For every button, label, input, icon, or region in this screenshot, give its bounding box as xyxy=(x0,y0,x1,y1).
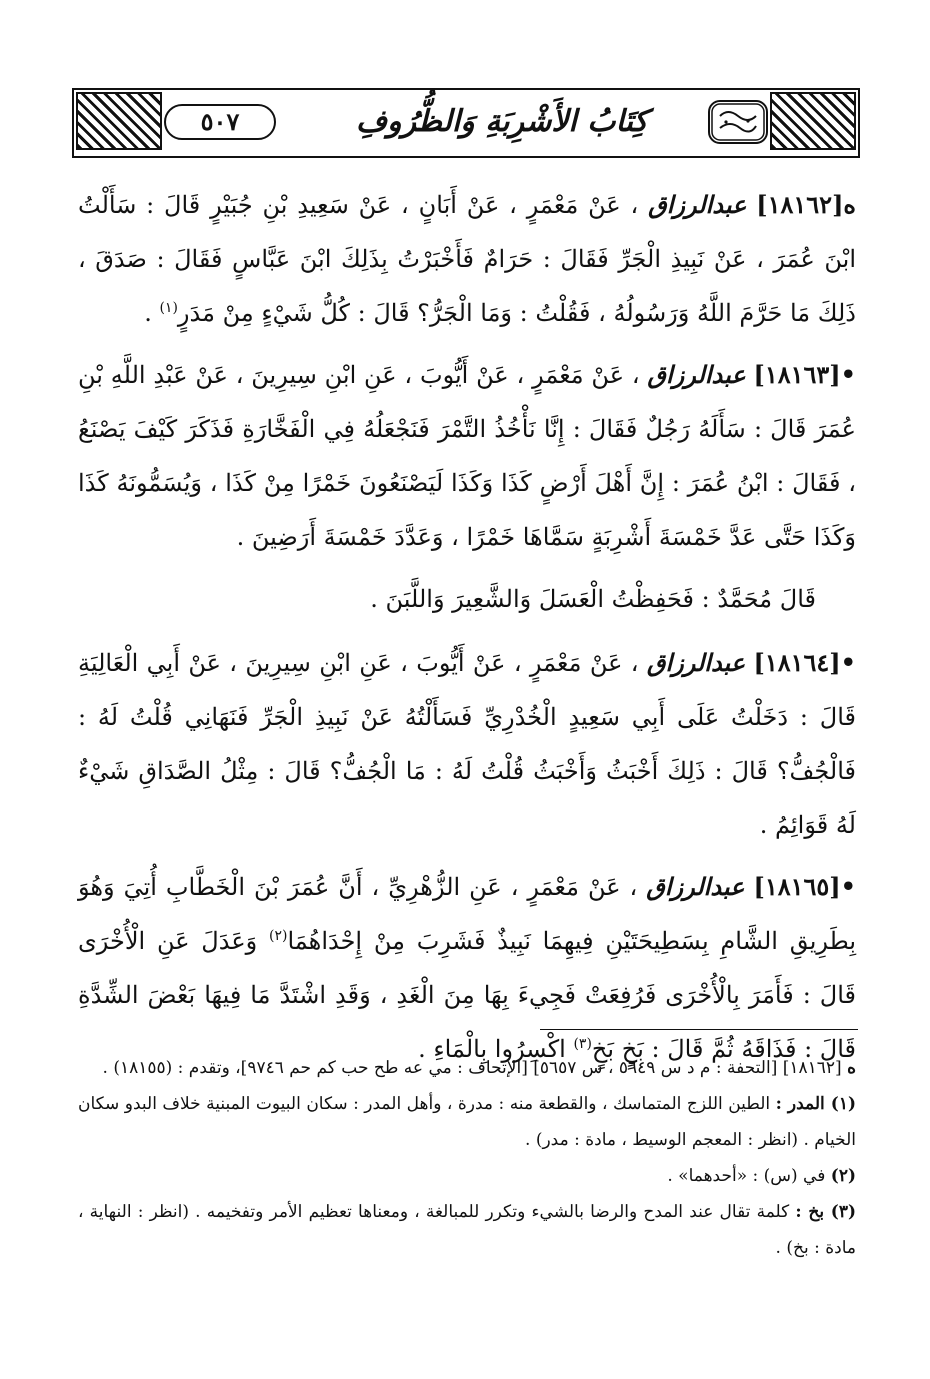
tahqiq-mark: ه xyxy=(847,1058,856,1078)
footnote-ref: (٣) xyxy=(573,1036,592,1052)
hadith-18162 xyxy=(78,178,856,340)
footnote-tag: (١) المدر : xyxy=(775,1094,856,1114)
footnote-3 xyxy=(78,1194,856,1266)
footnote-divider xyxy=(540,1029,858,1030)
hadith-number: [١٨١٦٢] xyxy=(756,190,844,219)
ornament-right-icon xyxy=(770,92,856,150)
page-header xyxy=(72,88,860,158)
hadith-text: ، عَنْ مَعْمَرٍ ، عَنْ أَيُّوبَ ، عَنِ ابْنِ سِيرِينَ ، عَنْ عَبْدِ اللَّهِ بْنِ عُمَرَ قَالَ : سَأَلَهُ رَجُلٌ فَقَالَ : إِنَّا نَأْخُذُ التَّمْرَ فَنَجْعَلُهُ فِي الْفَخَّارَةِ فَذَكَرَ كَيْفَ يَصْنَعُ ، فَقَالَ : ابْنُ عُمَرَ : إِنَّ أَهْلَ أَرْضٍ كَذَا وَكَذَا لَيَصْنَعُونَ خَمْرًا مِنْ كَذَا ، وَيُسَمُّونَهُ كَذَا وَكَذَا حَتَّى عَدَّ خَمْسَةَ أَشْرِبَةٍ سَمَّاهَا خَمْرًا ، وَعَدَّدَ خَمْسَةَ أَرَضِينَ . xyxy=(78,361,856,551)
footnote-text: كلمة تقال عند المدح والرضا بالشيء وتكرر للمبالغة ، ومعناها تعظيم الأمر وتفخيمه . (انظر : النهاية ، مادة : بخ) . xyxy=(78,1202,856,1258)
tahqiq-note xyxy=(78,1050,856,1086)
hadith-18163 xyxy=(78,348,856,564)
footnote-text: في (س) : «أحدهما» . xyxy=(667,1166,831,1186)
page-number: ٥٠٧ xyxy=(164,104,276,140)
footnote-ref: (١) xyxy=(159,300,178,316)
hadith-text: ، عَنْ مَعْمَرٍ ، عَنْ أَبَانٍ ، عَنْ سَعِيدِ بْنِ جُبَيْرٍ قَالَ : سَأَلْتُ ابْنَ عُمَرَ ، عَنْ نَبِيذِ الْجَرِّ فَقَالَ : حَرَامٌ فَأَخْبَرْتُ بِذَلِكَ ابْنَ عَبَّاسٍ فَقَالَ : صَدَقَ ، ذَلِكَ مَا حَرَّمَ اللَّهُ وَرَسُولُهُ ، فَقُلْتُ : وَمَا الْجَرُّ؟ قَالَ : كُلُّ شَيْءٍ مِنْ مَدَرٍ xyxy=(78,191,856,327)
main-text xyxy=(78,178,856,1084)
hadith-mark: • xyxy=(840,648,856,677)
hadith-18165 xyxy=(78,860,856,1076)
hadith-text: ، عَنْ مَعْمَرٍ ، عَنِ الزُّهْرِيِّ ، أَنَّ عُمَرَ بْنَ الْخَطَّابِ أُتِيَ وَهُوَ بِطَرِيقِ الشَّامِ بِسَطِيحَتَيْنِ فِيهِمَا نَبِيذٌ فَشَرِبَ مِنْ إِحْدَاهُمَا xyxy=(78,873,857,955)
ornament-left-icon xyxy=(76,92,162,150)
narrator-name: عبدالرزاق xyxy=(646,872,745,901)
hadith-18164 xyxy=(78,636,856,852)
hadith-text: ، عَنْ مَعْمَرٍ ، عَنْ أَيُّوبَ ، عَنِ ابْنِ سِيرِينَ ، عَنْ أَبِي الْعَالِيَةِ قَالَ : دَخَلْتُ عَلَى أَبِي سَعِيدٍ الْخُدْرِيِّ فَسَأَلْتُهُ عَنْ نَبِيذِ الْجَرِّ فَنَهَانِي قُلْتُ لَهُ : فَالْجُفُّ؟ قَالَ : ذَلِكَ أَخْبَثُ وَأَخْبَثُ قُلْتُ لَهُ : مَا الْجُفُّ؟ قَالَ : مِثْلُ الصَّدَاقِ شَيْءٌ لَهُ قَوَائِمُ . xyxy=(78,649,856,839)
hadith-mark: ه xyxy=(843,190,856,219)
footnote-text: الطين اللزج المتماسك ، والقطعة منه : مدرة ، وأهل المدر : سكان البيوت المبنية خلاف البدو سكان الخيام . (انظر : المعجم الوسيط ، مادة : مدر) . xyxy=(78,1094,856,1150)
book-title: كِتَابُ الأَشْرِبَةِ وَالظُّرُوفِ xyxy=(356,104,648,139)
footnote-2 xyxy=(78,1158,856,1194)
footnote-ref: (٢) xyxy=(269,928,288,944)
tahqiq-text: [١٨١٦٢] [التحفة : م د س ٥٦٤٩ ، س ٥٦٥٧] [الإتحاف : مي عه طح حب كم حم ٩٧٤٦]، وتقدم : (١٨١٥٥) . xyxy=(102,1058,842,1078)
hadith-text-tail: اكْسِرُوا بِالْمَاءِ . xyxy=(418,1035,574,1063)
hadith-number: [١٨١٦٣] xyxy=(753,360,841,389)
hadith-number: [١٨١٦٤] xyxy=(753,648,841,677)
footnotes xyxy=(78,1050,856,1266)
hadith-text-tail: . xyxy=(144,299,160,327)
hadith-number: [١٨١٦٥] xyxy=(753,872,841,901)
book-seal-icon xyxy=(708,100,768,144)
hadith-mark: • xyxy=(840,872,856,901)
footnote-1 xyxy=(78,1086,856,1158)
commentary-line: قَالَ مُحَمَّدٌ : فَحَفِظْتُ الْعَسَلَ وَالشَّعِيرَ وَاللَّبَنَ . xyxy=(370,585,816,613)
narrator-name: عبدالرزاق xyxy=(647,360,746,389)
narrator-name: عبدالرزاق xyxy=(646,648,746,677)
hadith-text-middle: وَعَدَلَ عَنِ الْأُخْرَى قَالَ : فَأَمَرَ بِالْأُخْرَى فَرُفِعَتْ فَجِيءَ بِهَا مِنَ الْغَدِ ، وَقَدِ اشْتَدَّ مَا فِيهَا بَعْضَ الشِّدَّةِ قَالَ : فَذَاقَهُ ثُمَّ قَالَ : بَخٍ بَخٍ xyxy=(78,927,856,1063)
footnote-tag: (٣) بخ : xyxy=(795,1202,856,1222)
narrator-name: عبدالرزاق xyxy=(648,190,747,219)
hadith-mark: • xyxy=(840,360,856,389)
footnote-tag: (٢) xyxy=(830,1166,856,1186)
